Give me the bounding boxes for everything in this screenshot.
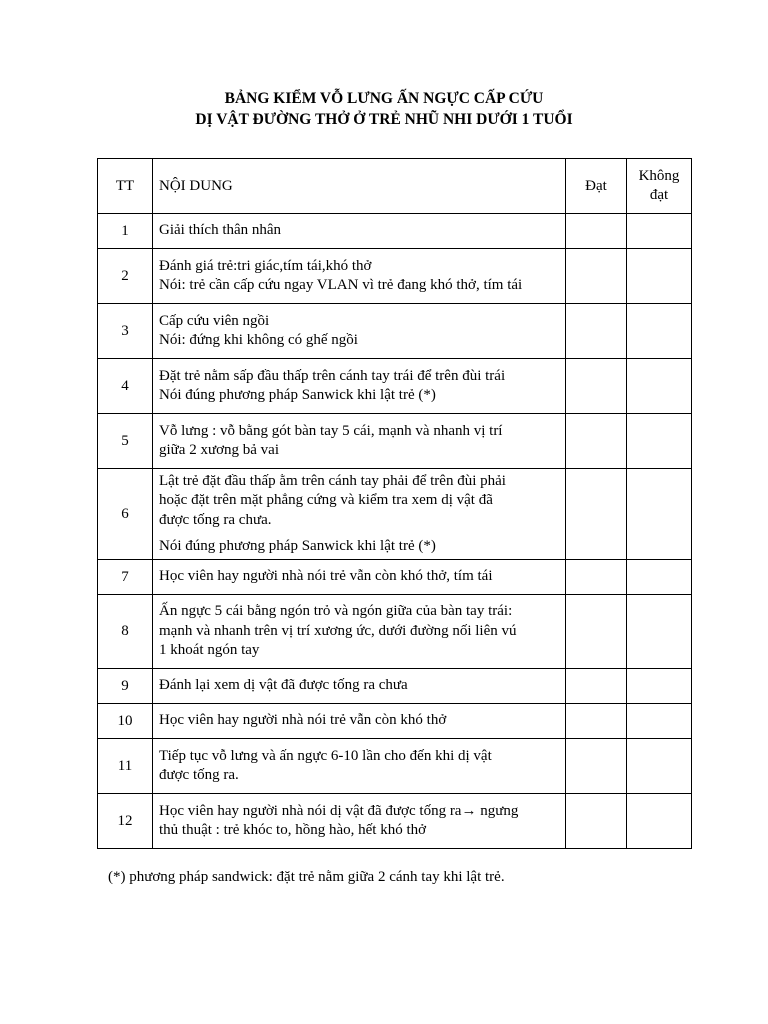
fail-checkbox-cell[interactable] bbox=[627, 469, 692, 560]
row-content bbox=[153, 595, 566, 669]
row-content bbox=[153, 414, 566, 469]
pass-checkbox-cell[interactable] bbox=[566, 704, 627, 739]
pass-checkbox-cell[interactable] bbox=[566, 304, 627, 359]
table-row bbox=[98, 214, 692, 249]
fail-checkbox-cell[interactable] bbox=[627, 669, 692, 704]
table-row bbox=[98, 560, 692, 595]
row-number: 10 bbox=[98, 704, 153, 739]
fail-checkbox-cell[interactable] bbox=[627, 739, 692, 794]
fail-checkbox-cell[interactable] bbox=[627, 414, 692, 469]
table-row bbox=[98, 304, 692, 359]
row-content-line: hoặc đặt trên mặt phẳng cứng và kiểm tra xem dị vật đã bbox=[159, 492, 493, 508]
fail-checkbox-cell[interactable] bbox=[627, 304, 692, 359]
pass-checkbox-cell[interactable] bbox=[566, 249, 627, 304]
row-content bbox=[153, 794, 566, 849]
row-content-line: được tống ra chưa. bbox=[159, 511, 272, 528]
fail-checkbox-cell[interactable] bbox=[627, 214, 692, 249]
row-content-line: Giải thích thân nhân bbox=[159, 222, 282, 239]
title-line-1: BẢNG KIỂM VỖ LƯNG ẤN NGỰC CẤP CỨU bbox=[224, 90, 544, 107]
row-content bbox=[153, 214, 566, 249]
row-content-line: Vỗ lưng : vỗ bằng gót bàn tay 5 cái, mạnh và nhanh vị trí bbox=[159, 422, 503, 439]
footnote: (*) phương pháp sandwick: đặt trẻ nằm giữa 2 cánh tay khi lật trẻ. bbox=[108, 869, 505, 885]
row-number: 9 bbox=[98, 669, 153, 704]
row-number: 8 bbox=[98, 595, 153, 669]
row-content-line: mạnh và nhanh trên vị trí xương ức, dưới đường nối liên vú bbox=[159, 622, 517, 639]
row-number: 7 bbox=[98, 560, 153, 595]
checklist-body bbox=[98, 214, 692, 849]
pass-checkbox-cell[interactable] bbox=[566, 359, 627, 414]
row-content-line: giữa 2 xương bả vai bbox=[159, 442, 279, 458]
pass-checkbox-cell[interactable] bbox=[566, 414, 627, 469]
row-content-line: Đánh lại xem dị vật đã được tống ra chưa bbox=[159, 677, 408, 694]
row-content-note: Nói đúng phương pháp Sanwick khi lật trẻ (*) bbox=[159, 538, 436, 554]
row-content bbox=[153, 249, 566, 304]
table-row bbox=[98, 249, 692, 304]
table-row bbox=[98, 469, 692, 560]
fail-checkbox-cell[interactable] bbox=[627, 794, 692, 849]
table-row bbox=[98, 794, 692, 849]
fail-checkbox-cell[interactable] bbox=[627, 249, 692, 304]
header-fail-line-2: đạt bbox=[649, 187, 669, 203]
pass-checkbox-cell[interactable] bbox=[566, 214, 627, 249]
pass-checkbox-cell[interactable] bbox=[566, 560, 627, 595]
row-content-line: Học viên hay người nhà nói dị vật đã được tống ra→ ngưng bbox=[159, 802, 519, 819]
pass-checkbox-cell[interactable] bbox=[566, 794, 627, 849]
table-row bbox=[98, 704, 692, 739]
row-content-line: Nói: trẻ cần cấp cứu ngay VLAN vì trẻ đang khó thở, tím tái bbox=[159, 277, 523, 293]
row-content-line: Đặt trẻ nằm sấp đầu thấp trên cánh tay trái để trên đùi trái bbox=[159, 367, 506, 384]
row-number: 1 bbox=[98, 214, 153, 249]
checklist-table bbox=[97, 158, 692, 849]
row-number: 11 bbox=[98, 739, 153, 794]
header-content: NỘI DUNG bbox=[153, 159, 566, 214]
header-row bbox=[98, 159, 692, 214]
row-content-line: Nói đúng phương pháp Sanwick khi lật trẻ (*) bbox=[159, 387, 436, 403]
row-content-line: 1 khoát ngón tay bbox=[159, 642, 260, 659]
table-row bbox=[98, 669, 692, 704]
header-pass: Đạt bbox=[566, 159, 627, 214]
row-number: 2 bbox=[98, 249, 153, 304]
header-fail bbox=[627, 159, 692, 214]
row-content bbox=[153, 669, 566, 704]
row-content-line: Đánh giá trẻ:tri giác,tím tái,khó thở bbox=[159, 257, 372, 274]
row-content bbox=[153, 359, 566, 414]
row-number: 5 bbox=[98, 414, 153, 469]
row-content-line: Học viên hay người nhà nói trẻ vẫn còn khó thở bbox=[159, 712, 447, 729]
fail-checkbox-cell[interactable] bbox=[627, 704, 692, 739]
row-content-line: được tống ra. bbox=[159, 767, 239, 783]
pass-checkbox-cell[interactable] bbox=[566, 739, 627, 794]
row-content bbox=[153, 469, 566, 560]
row-content bbox=[153, 560, 566, 595]
pass-checkbox-cell[interactable] bbox=[566, 669, 627, 704]
row-number: 6 bbox=[98, 469, 153, 560]
row-content-line: thủ thuật : trẻ khóc to, hồng hào, hết khó thở bbox=[159, 822, 427, 838]
fail-checkbox-cell[interactable] bbox=[627, 359, 692, 414]
header-fail-line-1: Không bbox=[638, 168, 680, 184]
pass-checkbox-cell[interactable] bbox=[566, 469, 627, 560]
row-content-line: Ấn ngực 5 cái bằng ngón trỏ và ngón giữa của bàn tay trái: bbox=[159, 603, 513, 620]
pass-checkbox-cell[interactable] bbox=[566, 595, 627, 669]
fail-checkbox-cell[interactable] bbox=[627, 560, 692, 595]
row-content-line: Tiếp tục vỗ lưng và ấn ngực 6-10 lần cho đến khi dị vật bbox=[159, 747, 492, 764]
table-row bbox=[98, 359, 692, 414]
table-row bbox=[98, 414, 692, 469]
row-content bbox=[153, 739, 566, 794]
table-row bbox=[98, 739, 692, 794]
fail-checkbox-cell[interactable] bbox=[627, 595, 692, 669]
row-content-line: Học viên hay người nhà nói trẻ vẫn còn khó thở, tím tái bbox=[159, 568, 493, 585]
row-content-line: Lật trẻ đặt đầu thấp ằm trên cánh tay phải để trên đùi phải bbox=[159, 472, 506, 489]
row-content bbox=[153, 304, 566, 359]
document-title bbox=[0, 88, 768, 130]
title-line-2: DỊ VẬT ĐƯỜNG THỞ Ở TRẺ NHŨ NHI DƯỚI 1 TUỔI bbox=[195, 111, 573, 128]
row-content-line: Cấp cứu viên ngồi bbox=[159, 312, 270, 329]
row-number: 4 bbox=[98, 359, 153, 414]
header-tt: TT bbox=[98, 159, 153, 214]
row-content-line: Nói: đứng khi không có ghế ngồi bbox=[159, 332, 358, 348]
row-content bbox=[153, 704, 566, 739]
row-number: 3 bbox=[98, 304, 153, 359]
row-number: 12 bbox=[98, 794, 153, 849]
table-row bbox=[98, 595, 692, 669]
